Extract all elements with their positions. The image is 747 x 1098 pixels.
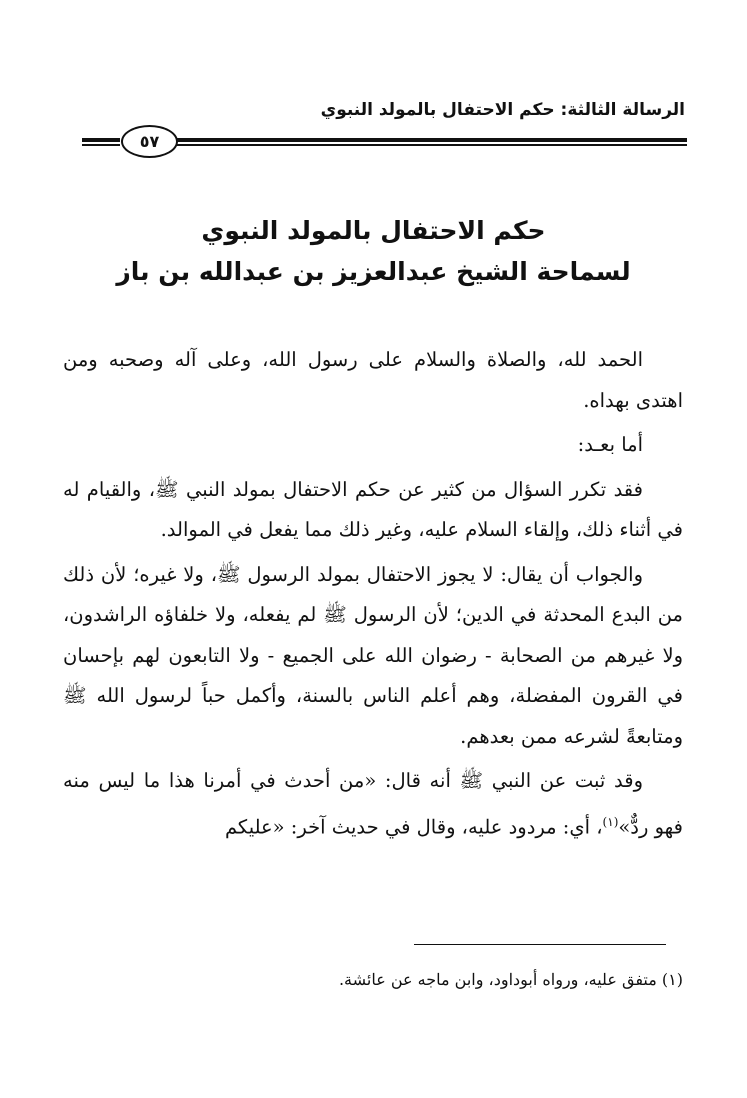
header-rule-line bbox=[82, 138, 120, 142]
paragraph: الحمد لله، والصلاة والسلام على رسول الله، وعلى آله وصحبه ومن اهتدى بهداه. bbox=[63, 348, 683, 412]
footnote-reference[interactable]: (١) bbox=[602, 814, 619, 829]
header-rule-line bbox=[176, 144, 687, 146]
paragraph-text: ، أي: مردود عليه، وقال في حديث آخر: «عليكم bbox=[224, 815, 603, 838]
paragraph: أما بعـد: bbox=[577, 433, 643, 456]
header-rule-line bbox=[82, 144, 120, 146]
header-rule bbox=[0, 122, 747, 162]
header-rule-line bbox=[176, 138, 687, 142]
paragraph: والجواب أن يقال: لا يجوز الاحتفال بمولد الرسول ﷺ، ولا غيره؛ لأن ذلك من البدع المحدثة في الدين؛ لأن الرسول ﷺ لم يفعله، ولا خلفاؤه الراشدون، ولا غيرهم من الصحابة - رضوان الله على الجميع - ولا التابعون لهم بإحسان في القرون المفضلة، وهم أعلم الناس بالسنة، وأكمل حباً لرسول الله ﷺ ومتابعةً لشرعه ممن بعدهم. bbox=[63, 562, 683, 748]
body-text bbox=[63, 340, 683, 848]
paragraph bbox=[63, 761, 683, 848]
page-subtitle: لسماحة الشيخ عبدالعزيز بن عبدالله بن باز bbox=[116, 257, 631, 286]
footnote-separator bbox=[414, 944, 666, 945]
running-head: الرسالة الثالثة: حكم الاحتفال بالمولد النبوي bbox=[320, 100, 685, 120]
page-number: ٥٧ bbox=[121, 125, 178, 158]
page-title: حكم الاحتفال بالمولد النبوي bbox=[201, 216, 546, 245]
footnote: (١) متفق عليه، ورواه أبوداود، وابن ماجه عن عائشة. bbox=[338, 970, 683, 989]
paragraph-text: وقد ثبت عن النبي ﷺ أنه قال: «من أحدث في أمرنا هذا ما ليس منه فهو ردٌّ» bbox=[63, 769, 683, 838]
paragraph: فقد تكرر السؤال من كثير عن حكم الاحتفال بمولد النبي ﷺ، والقيام له في أثناء ذلك، وإلقاء السلام عليه، وغير ذلك مما يفعل في الموالد. bbox=[63, 477, 683, 541]
